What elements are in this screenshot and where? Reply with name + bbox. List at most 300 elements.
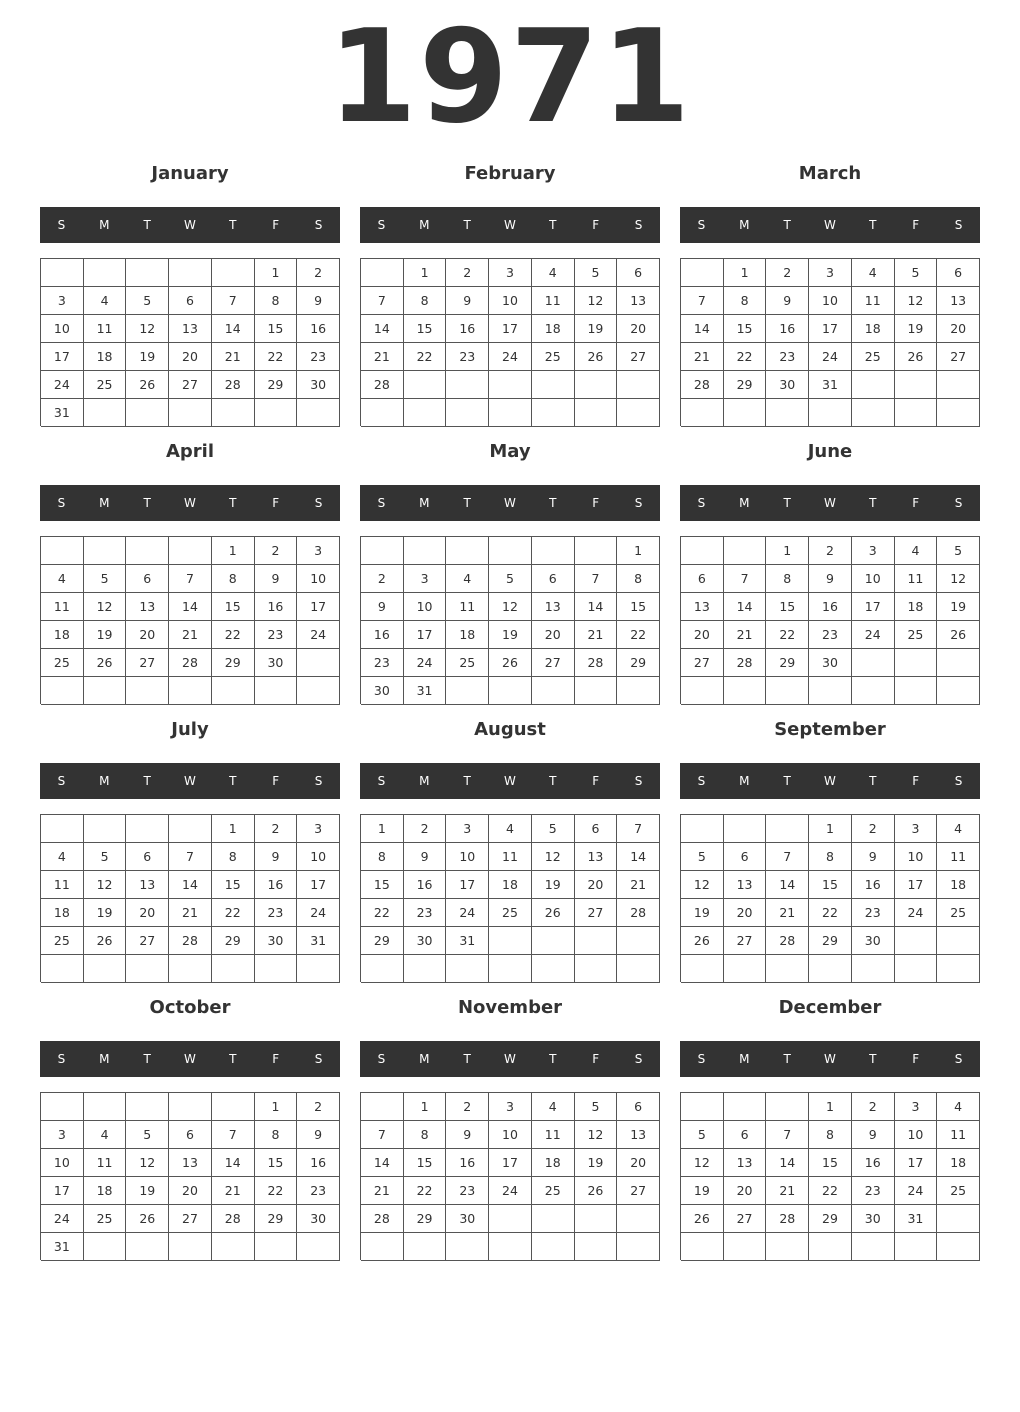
months-grid [40, 150, 980, 1262]
day-cell [212, 399, 255, 427]
day-cell [126, 399, 169, 427]
day-cell: 28 [766, 1205, 809, 1233]
weekday-label: W [184, 774, 196, 788]
day-cell [126, 259, 169, 287]
day-cell: 12 [489, 593, 532, 621]
day-cell: 25 [532, 1177, 575, 1205]
day-cell: 30 [297, 1205, 340, 1233]
day-cell: 18 [852, 315, 895, 343]
weekday-label: T [783, 496, 791, 510]
day-cell: 11 [937, 843, 980, 871]
weekday-label: T [549, 1052, 557, 1066]
weekday-header [680, 207, 980, 243]
day-cell [212, 1233, 255, 1261]
day-cell: 6 [532, 565, 575, 593]
day-cell [297, 649, 340, 677]
day-cell: 8 [809, 843, 852, 871]
day-cell: 24 [41, 1205, 84, 1233]
day-cell: 24 [297, 621, 340, 649]
day-cell: 1 [809, 1093, 852, 1121]
day-cell: 6 [169, 287, 212, 315]
day-cell: 8 [212, 565, 255, 593]
day-cell: 26 [126, 371, 169, 399]
day-cell: 5 [532, 815, 575, 843]
day-cell: 29 [809, 1205, 852, 1233]
day-cell: 1 [766, 537, 809, 565]
day-cell: 16 [446, 1149, 489, 1177]
day-cell [895, 399, 938, 427]
day-cell: 1 [212, 815, 255, 843]
day-cell [255, 1233, 298, 1261]
day-cell: 20 [724, 899, 767, 927]
day-cell: 7 [169, 843, 212, 871]
day-grid [360, 814, 660, 982]
day-cell: 8 [361, 843, 404, 871]
day-cell: 2 [297, 1093, 340, 1121]
day-cell: 9 [852, 1121, 895, 1149]
day-cell [126, 1233, 169, 1261]
day-cell: 20 [126, 899, 169, 927]
day-cell: 9 [255, 843, 298, 871]
weekday-label: W [504, 218, 516, 232]
day-cell: 1 [724, 259, 767, 287]
day-cell [532, 1233, 575, 1261]
day-cell: 12 [84, 593, 127, 621]
day-cell [681, 399, 724, 427]
day-cell: 17 [852, 593, 895, 621]
day-cell [681, 1233, 724, 1261]
day-cell: 16 [446, 315, 489, 343]
day-cell: 22 [255, 1177, 298, 1205]
day-cell [724, 399, 767, 427]
day-cell: 25 [852, 343, 895, 371]
weekday-label: S [57, 774, 66, 788]
weekday-label: T [143, 218, 151, 232]
day-cell: 31 [809, 371, 852, 399]
weekday-label: S [697, 218, 706, 232]
day-cell [617, 371, 660, 399]
day-cell [41, 815, 84, 843]
day-cell: 2 [852, 815, 895, 843]
weekday-label: T [869, 774, 877, 788]
day-cell: 11 [532, 287, 575, 315]
month-name: December [778, 997, 882, 1018]
weekday-label: S [377, 218, 386, 232]
day-cell: 18 [41, 899, 84, 927]
day-cell: 24 [446, 899, 489, 927]
weekday-label: W [504, 774, 516, 788]
weekday-label: T [783, 1052, 791, 1066]
day-cell: 9 [766, 287, 809, 315]
day-cell [297, 955, 340, 983]
day-cell [575, 955, 618, 983]
weekday-header [40, 485, 340, 521]
day-cell: 30 [255, 649, 298, 677]
day-cell [852, 1233, 895, 1261]
day-cell: 8 [766, 565, 809, 593]
day-cell: 30 [255, 927, 298, 955]
day-cell [169, 1093, 212, 1121]
weekday-label: T [869, 218, 877, 232]
day-cell [766, 815, 809, 843]
day-cell: 12 [895, 287, 938, 315]
weekday-label: F [272, 1052, 280, 1066]
day-cell: 2 [446, 259, 489, 287]
day-cell: 28 [617, 899, 660, 927]
weekday-label: S [314, 774, 323, 788]
weekday-label: T [463, 774, 471, 788]
day-cell [617, 677, 660, 705]
day-cell: 28 [361, 1205, 404, 1233]
day-cell: 19 [489, 621, 532, 649]
day-cell: 6 [617, 259, 660, 287]
weekday-label: T [549, 218, 557, 232]
day-cell: 13 [937, 287, 980, 315]
day-cell: 26 [681, 927, 724, 955]
weekday-label: F [272, 218, 280, 232]
weekday-label: T [143, 1052, 151, 1066]
day-cell: 3 [809, 259, 852, 287]
day-cell: 11 [852, 287, 895, 315]
day-cell: 3 [895, 815, 938, 843]
day-cell [681, 677, 724, 705]
day-cell: 16 [404, 871, 447, 899]
day-cell: 31 [404, 677, 447, 705]
day-cell: 14 [766, 871, 809, 899]
day-cell [809, 955, 852, 983]
day-cell [766, 399, 809, 427]
day-cell [532, 677, 575, 705]
day-cell: 14 [575, 593, 618, 621]
day-cell: 20 [169, 1177, 212, 1205]
day-cell: 30 [446, 1205, 489, 1233]
day-cell: 6 [617, 1093, 660, 1121]
day-cell: 25 [937, 899, 980, 927]
weekday-label: F [912, 218, 920, 232]
day-cell [41, 259, 84, 287]
day-cell [937, 399, 980, 427]
month-name: May [489, 441, 531, 462]
day-cell: 2 [361, 565, 404, 593]
day-cell: 3 [489, 1093, 532, 1121]
day-cell: 14 [681, 315, 724, 343]
day-cell: 23 [766, 343, 809, 371]
day-cell: 28 [212, 371, 255, 399]
day-cell: 5 [126, 287, 169, 315]
day-cell: 5 [84, 565, 127, 593]
day-cell: 15 [766, 593, 809, 621]
day-grid [680, 814, 980, 982]
day-grid [680, 536, 980, 704]
day-cell: 4 [937, 815, 980, 843]
day-cell [446, 677, 489, 705]
day-cell: 4 [446, 565, 489, 593]
day-cell: 7 [169, 565, 212, 593]
day-cell [575, 371, 618, 399]
weekday-header [40, 207, 340, 243]
day-cell: 22 [809, 1177, 852, 1205]
day-cell [532, 371, 575, 399]
day-cell [766, 1093, 809, 1121]
day-cell: 27 [169, 1205, 212, 1233]
day-cell: 12 [575, 1121, 618, 1149]
day-cell: 19 [532, 871, 575, 899]
day-cell: 1 [361, 815, 404, 843]
weekday-label: S [634, 1052, 643, 1066]
day-cell [532, 955, 575, 983]
weekday-label: M [419, 496, 430, 510]
day-cell: 7 [766, 843, 809, 871]
month-name: October [149, 997, 231, 1018]
day-cell: 25 [489, 899, 532, 927]
day-cell: 2 [446, 1093, 489, 1121]
weekday-header [40, 1041, 340, 1077]
day-cell: 18 [84, 1177, 127, 1205]
weekday-label: M [739, 218, 750, 232]
month-february [360, 150, 660, 428]
day-cell: 6 [724, 1121, 767, 1149]
day-cell: 14 [766, 1149, 809, 1177]
day-cell [84, 677, 127, 705]
day-cell: 19 [681, 1177, 724, 1205]
day-cell: 19 [575, 1149, 618, 1177]
day-cell: 9 [852, 843, 895, 871]
day-cell: 25 [41, 649, 84, 677]
day-cell [41, 677, 84, 705]
day-cell: 27 [532, 649, 575, 677]
day-cell: 18 [532, 1149, 575, 1177]
day-cell: 15 [212, 593, 255, 621]
day-cell [84, 955, 127, 983]
day-cell: 4 [84, 1121, 127, 1149]
day-cell [575, 399, 618, 427]
day-cell: 24 [809, 343, 852, 371]
day-cell: 4 [895, 537, 938, 565]
day-cell [575, 927, 618, 955]
day-cell: 14 [361, 315, 404, 343]
day-cell: 22 [212, 621, 255, 649]
day-cell: 3 [297, 815, 340, 843]
day-cell: 5 [575, 1093, 618, 1121]
day-cell [446, 371, 489, 399]
day-cell [937, 649, 980, 677]
day-cell: 23 [297, 343, 340, 371]
day-cell: 8 [404, 287, 447, 315]
weekday-header [680, 763, 980, 799]
day-cell [255, 399, 298, 427]
weekday-label: W [824, 496, 836, 510]
day-cell [489, 537, 532, 565]
day-cell [404, 537, 447, 565]
weekday-label: T [869, 496, 877, 510]
day-cell: 27 [681, 649, 724, 677]
day-cell [895, 371, 938, 399]
day-cell: 2 [766, 259, 809, 287]
weekday-header [40, 763, 340, 799]
weekday-label: W [824, 774, 836, 788]
day-cell: 9 [297, 287, 340, 315]
month-name: March [798, 163, 862, 184]
day-cell [809, 677, 852, 705]
day-cell: 12 [575, 287, 618, 315]
day-cell: 23 [446, 1177, 489, 1205]
day-cell: 13 [575, 843, 618, 871]
day-cell: 27 [575, 899, 618, 927]
day-cell: 9 [297, 1121, 340, 1149]
day-cell: 21 [169, 621, 212, 649]
weekday-label: S [954, 218, 963, 232]
day-cell: 15 [617, 593, 660, 621]
day-cell: 22 [404, 343, 447, 371]
day-cell: 17 [297, 871, 340, 899]
day-cell: 7 [724, 565, 767, 593]
day-cell [84, 815, 127, 843]
day-cell [255, 955, 298, 983]
day-cell: 20 [937, 315, 980, 343]
day-cell: 2 [852, 1093, 895, 1121]
day-cell: 6 [681, 565, 724, 593]
day-cell: 27 [724, 927, 767, 955]
day-cell: 25 [41, 927, 84, 955]
day-cell: 21 [212, 1177, 255, 1205]
weekday-label: S [954, 774, 963, 788]
weekday-label: S [377, 1052, 386, 1066]
day-cell: 7 [212, 1121, 255, 1149]
day-cell: 20 [681, 621, 724, 649]
day-cell: 20 [126, 621, 169, 649]
day-cell: 13 [169, 315, 212, 343]
day-cell: 7 [575, 565, 618, 593]
day-cell: 10 [297, 565, 340, 593]
weekday-label: S [314, 218, 323, 232]
day-cell: 13 [617, 1121, 660, 1149]
weekday-label: T [783, 218, 791, 232]
day-cell: 25 [895, 621, 938, 649]
month-june [680, 428, 980, 706]
weekday-label: M [99, 218, 110, 232]
day-cell [169, 677, 212, 705]
day-cell [84, 1093, 127, 1121]
weekday-header [680, 1041, 980, 1077]
day-cell [724, 955, 767, 983]
day-cell: 4 [41, 565, 84, 593]
day-cell: 27 [724, 1205, 767, 1233]
day-cell [809, 1233, 852, 1261]
month-name: August [474, 719, 546, 740]
day-cell: 30 [852, 1205, 895, 1233]
day-cell [852, 371, 895, 399]
day-cell: 26 [937, 621, 980, 649]
day-cell: 20 [169, 343, 212, 371]
weekday-label: S [377, 496, 386, 510]
weekday-label: T [549, 496, 557, 510]
day-cell: 3 [297, 537, 340, 565]
day-cell: 15 [404, 315, 447, 343]
weekday-label: F [912, 1052, 920, 1066]
day-cell: 17 [489, 1149, 532, 1177]
day-cell: 28 [361, 371, 404, 399]
day-cell [809, 399, 852, 427]
day-cell [169, 537, 212, 565]
day-cell: 13 [126, 593, 169, 621]
weekday-label: W [184, 218, 196, 232]
day-cell: 10 [41, 1149, 84, 1177]
day-cell: 22 [361, 899, 404, 927]
day-cell [937, 371, 980, 399]
day-cell [852, 677, 895, 705]
day-cell: 8 [212, 843, 255, 871]
day-cell: 18 [446, 621, 489, 649]
day-cell [575, 537, 618, 565]
day-cell [489, 399, 532, 427]
day-cell: 24 [852, 621, 895, 649]
day-cell: 10 [489, 287, 532, 315]
weekday-label: F [272, 496, 280, 510]
day-cell: 24 [489, 343, 532, 371]
day-cell: 2 [255, 537, 298, 565]
day-cell: 4 [532, 259, 575, 287]
day-cell: 15 [255, 1149, 298, 1177]
day-cell [852, 955, 895, 983]
weekday-label: T [463, 1052, 471, 1066]
day-cell: 30 [809, 649, 852, 677]
day-cell: 15 [212, 871, 255, 899]
day-cell: 9 [446, 287, 489, 315]
day-cell: 29 [766, 649, 809, 677]
day-cell: 2 [404, 815, 447, 843]
weekday-header [360, 207, 660, 243]
day-cell: 2 [809, 537, 852, 565]
day-cell: 1 [255, 1093, 298, 1121]
day-cell: 7 [617, 815, 660, 843]
day-cell: 14 [212, 315, 255, 343]
month-name: April [165, 441, 215, 462]
day-cell: 27 [617, 343, 660, 371]
month-name: November [457, 997, 563, 1018]
day-cell: 26 [84, 649, 127, 677]
day-cell: 5 [489, 565, 532, 593]
day-cell: 25 [84, 371, 127, 399]
day-cell: 11 [895, 565, 938, 593]
day-cell [361, 1233, 404, 1261]
weekday-label: S [314, 1052, 323, 1066]
day-cell: 4 [84, 287, 127, 315]
day-cell: 6 [169, 1121, 212, 1149]
month-may [360, 428, 660, 706]
weekday-label: M [99, 774, 110, 788]
day-cell [297, 399, 340, 427]
weekday-label: M [99, 1052, 110, 1066]
day-cell [895, 677, 938, 705]
day-cell: 4 [41, 843, 84, 871]
day-cell [681, 537, 724, 565]
month-august [360, 706, 660, 984]
day-cell: 27 [126, 649, 169, 677]
day-cell: 26 [575, 343, 618, 371]
day-cell [489, 677, 532, 705]
weekday-label: W [824, 1052, 836, 1066]
day-cell: 19 [84, 621, 127, 649]
day-cell: 24 [404, 649, 447, 677]
weekday-label: F [272, 774, 280, 788]
day-cell: 20 [532, 621, 575, 649]
day-cell: 21 [617, 871, 660, 899]
day-cell: 20 [617, 1149, 660, 1177]
weekday-header [360, 763, 660, 799]
day-cell [575, 1233, 618, 1261]
day-cell [84, 259, 127, 287]
weekday-label: S [697, 1052, 706, 1066]
